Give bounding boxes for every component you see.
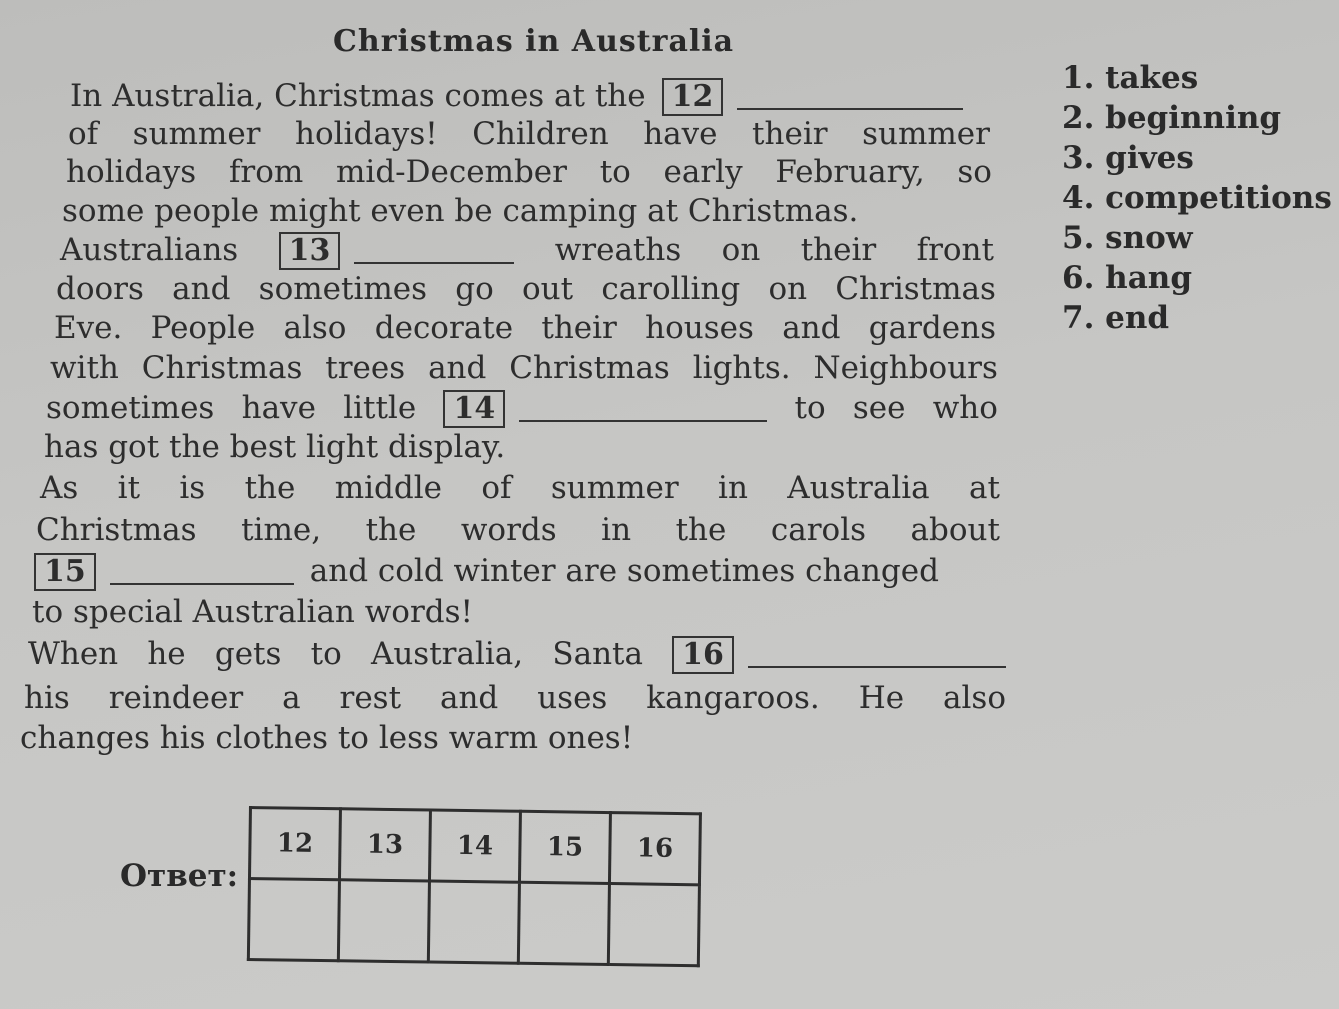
word: their bbox=[541, 310, 617, 346]
word: summer bbox=[550, 470, 679, 506]
text-segment: some people might even be camping at Christmas. bbox=[62, 193, 859, 229]
word: also bbox=[283, 310, 347, 346]
answer-blank-16[interactable] bbox=[748, 642, 1006, 668]
word: sometimes bbox=[46, 390, 215, 426]
word: the bbox=[365, 512, 417, 548]
word: Christmas bbox=[835, 271, 996, 307]
gap-number-14: 14 bbox=[443, 390, 505, 428]
word: Christmas bbox=[509, 350, 670, 386]
word: summer bbox=[862, 116, 990, 152]
word: and bbox=[439, 680, 499, 716]
word: rest bbox=[339, 680, 402, 716]
answer-column-header: 14 bbox=[429, 810, 520, 882]
text-line-1 bbox=[70, 78, 992, 116]
text-line-15 bbox=[28, 636, 1006, 674]
word: As bbox=[40, 470, 79, 506]
answer-column-header: 13 bbox=[339, 809, 430, 881]
word: February, bbox=[775, 154, 925, 190]
word: with bbox=[50, 350, 119, 386]
word: the bbox=[244, 470, 296, 506]
word: When bbox=[28, 636, 119, 672]
word: gets bbox=[214, 636, 282, 672]
word-bank-item: 6. hang bbox=[1062, 260, 1192, 296]
answer-cell-13[interactable] bbox=[338, 880, 429, 962]
word: their bbox=[800, 232, 877, 268]
answer-blank-15[interactable] bbox=[110, 559, 294, 585]
word: words bbox=[460, 512, 557, 548]
word: lights. bbox=[692, 350, 791, 386]
text-segment: to special Australian words! bbox=[32, 594, 473, 630]
text-segment: In Australia, Christmas comes at the bbox=[70, 78, 646, 114]
answer-label: Ответ: bbox=[120, 858, 239, 894]
gap-number-12: 12 bbox=[662, 78, 724, 116]
word: of bbox=[68, 116, 99, 152]
answer-cell-12[interactable] bbox=[248, 879, 339, 961]
word: doors bbox=[56, 271, 144, 307]
word: have bbox=[241, 390, 316, 426]
answer-column-header: 15 bbox=[519, 811, 610, 883]
text-line-8 bbox=[50, 350, 998, 386]
word-bank-item: 7. end bbox=[1062, 300, 1170, 336]
answer-cell-14[interactable] bbox=[428, 881, 519, 963]
word: time, bbox=[241, 512, 322, 548]
page-title: Christmas in Australia bbox=[333, 24, 735, 59]
word: it bbox=[117, 470, 141, 506]
word: also bbox=[943, 680, 1006, 716]
word: their bbox=[752, 116, 828, 152]
word: who bbox=[932, 390, 998, 426]
word: Christmas bbox=[141, 350, 303, 386]
answer-blank-12[interactable] bbox=[737, 84, 963, 110]
word: gardens bbox=[868, 310, 996, 346]
gap-number-13: 13 bbox=[279, 232, 341, 270]
text-line-4 bbox=[62, 193, 992, 229]
word-bank-item: 5. snow bbox=[1062, 220, 1193, 256]
word: Santa bbox=[552, 636, 643, 672]
text-line-5 bbox=[60, 232, 994, 270]
word: is bbox=[179, 470, 206, 506]
word: out bbox=[522, 271, 574, 307]
word: mid-December bbox=[336, 154, 567, 190]
word: wreaths bbox=[554, 232, 682, 268]
text-line-14 bbox=[32, 594, 1002, 630]
word: a bbox=[282, 680, 301, 716]
word: houses bbox=[645, 310, 754, 346]
answer-blank-13[interactable] bbox=[354, 238, 514, 264]
word: little bbox=[343, 390, 417, 426]
word: kangaroos. bbox=[646, 680, 820, 716]
text-line-9 bbox=[46, 390, 998, 428]
word: and bbox=[782, 310, 841, 346]
word: middle bbox=[334, 470, 442, 506]
word: see bbox=[852, 390, 906, 426]
text-line-17 bbox=[20, 720, 1006, 756]
word: on bbox=[721, 232, 761, 268]
word: to bbox=[794, 390, 826, 426]
word: trees bbox=[325, 350, 406, 386]
text-line-2 bbox=[68, 116, 990, 152]
answer-column-header: 16 bbox=[609, 813, 700, 885]
word: Children bbox=[472, 116, 609, 152]
text-line-10 bbox=[44, 429, 1000, 465]
word-bank-item: 1. takes bbox=[1062, 60, 1199, 96]
word: holidays! bbox=[295, 116, 438, 152]
word-bank bbox=[1062, 58, 1332, 338]
word: his bbox=[24, 680, 70, 716]
word: Neighbours bbox=[813, 350, 998, 386]
text-line-6 bbox=[56, 271, 996, 307]
answer-blank-14[interactable] bbox=[519, 396, 767, 422]
word: Australia, bbox=[370, 636, 524, 672]
word: sometimes bbox=[258, 271, 428, 307]
word: he bbox=[147, 636, 186, 672]
text-segment: changes his clothes to less warm ones! bbox=[20, 720, 634, 756]
word: go bbox=[455, 271, 494, 307]
word: decorate bbox=[374, 310, 514, 346]
word: at bbox=[969, 470, 1000, 506]
word: uses bbox=[537, 680, 608, 716]
word: in bbox=[718, 470, 748, 506]
word: so bbox=[957, 154, 992, 190]
word: to bbox=[310, 636, 342, 672]
word: and bbox=[172, 271, 231, 307]
text-line-7 bbox=[54, 310, 996, 346]
answer-grid bbox=[247, 806, 702, 967]
text-segment: and cold winter are sometimes changed bbox=[309, 553, 939, 589]
text-line-3 bbox=[66, 154, 992, 190]
word: Christmas bbox=[36, 512, 197, 548]
text-line-16 bbox=[24, 680, 1006, 716]
word: carols bbox=[770, 512, 867, 548]
word: Australians bbox=[60, 232, 239, 268]
word: holidays bbox=[66, 154, 197, 190]
answer-column-header: 12 bbox=[249, 808, 340, 880]
word: about bbox=[910, 512, 1000, 548]
word: People bbox=[150, 310, 256, 346]
word: and bbox=[428, 350, 487, 386]
word: summer bbox=[132, 116, 261, 152]
gap-number-15: 15 bbox=[34, 553, 96, 591]
word: reindeer bbox=[108, 680, 244, 716]
text-line-11 bbox=[40, 470, 1000, 506]
word: early bbox=[663, 154, 743, 190]
answer-cell-16[interactable] bbox=[608, 884, 699, 966]
word: have bbox=[643, 116, 718, 152]
word: on bbox=[768, 271, 808, 307]
word-bank-item: 3. gives bbox=[1062, 140, 1194, 176]
word: in bbox=[601, 512, 632, 548]
text-line-13 bbox=[34, 553, 1002, 591]
answer-cell-15[interactable] bbox=[518, 882, 609, 964]
gap-number-16: 16 bbox=[672, 636, 734, 674]
word: the bbox=[675, 512, 727, 548]
text-line-12 bbox=[36, 512, 1000, 548]
word: carolling bbox=[601, 271, 741, 307]
word: Eve. bbox=[54, 310, 123, 346]
text-segment: has got the best light display. bbox=[44, 429, 506, 465]
word: of bbox=[481, 470, 512, 506]
word: front bbox=[916, 232, 994, 268]
word-bank-item: 4. competitions bbox=[1062, 180, 1332, 216]
word: from bbox=[228, 154, 304, 190]
word: He bbox=[858, 680, 905, 716]
word: to bbox=[599, 154, 631, 190]
word-bank-item: 2. beginning bbox=[1062, 100, 1282, 136]
word: Australia bbox=[787, 470, 930, 506]
